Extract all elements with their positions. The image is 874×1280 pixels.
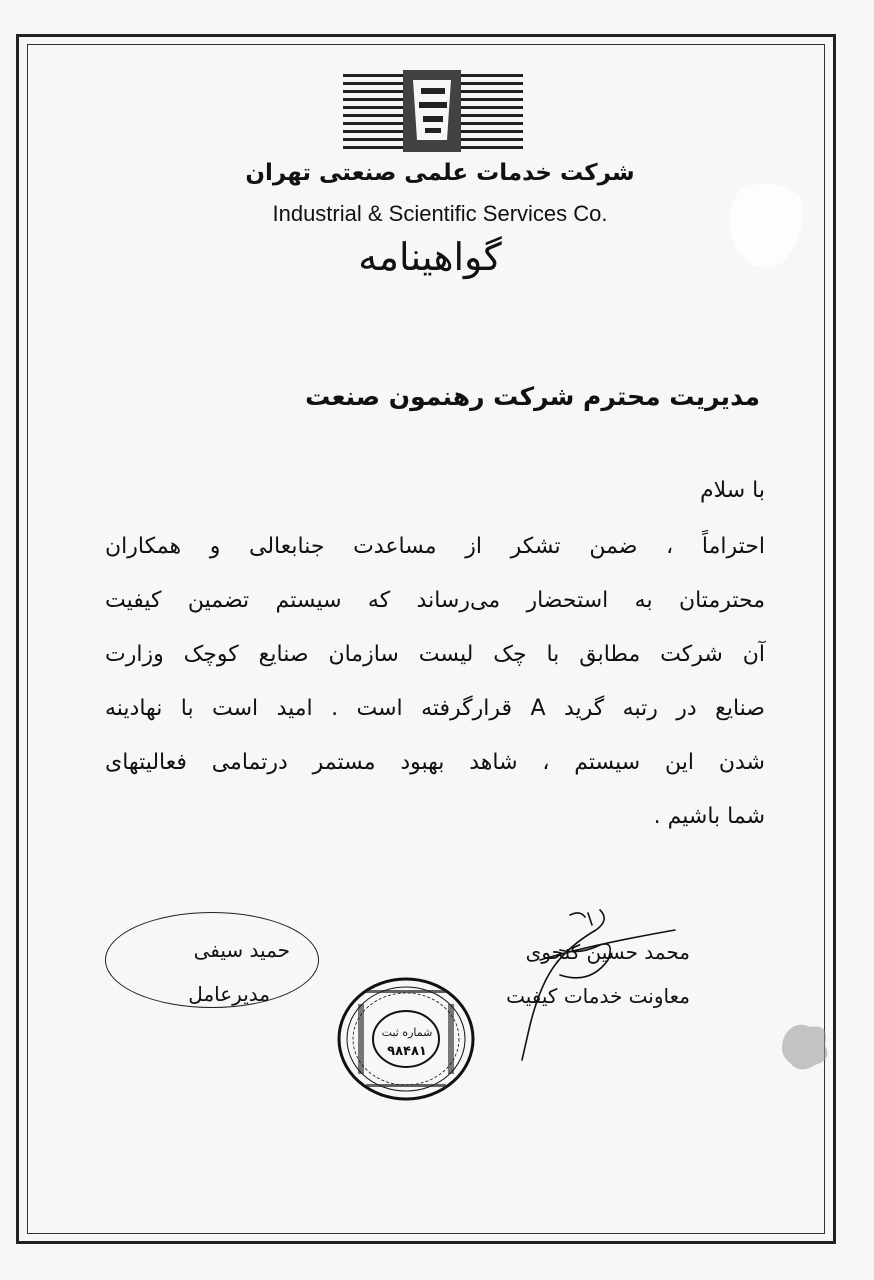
company-name-english: Industrial & Scientific Services Co. — [272, 201, 608, 226]
body-line: شدن این سیستم ، شاهد بهبود مستمر درتمامی فعالیتهای — [105, 750, 765, 775]
paper-stain — [720, 175, 810, 275]
ink-smudge — [775, 1015, 835, 1075]
body-line: آن شرکت مطابق با چک لیست سازمان صنایع کوچک وزارت — [105, 642, 765, 667]
addressee: مدیریت محترم شرکت رهنمون صنعت — [305, 382, 760, 411]
body-line: صنایع در رتبه گرید A قرارگرفته است . امید است با نهادینه — [105, 696, 765, 721]
seal-registration-number: ۹۸۴۸۱ — [387, 1044, 427, 1059]
body-line: شما باشیم . — [653, 804, 765, 829]
handwritten-signature-icon — [500, 905, 680, 1065]
body-line: محترمتان به استحضار می‌رساند که سیستم تضمین کیفیت — [105, 588, 765, 613]
left-signatory-title: مدیرعامل — [188, 982, 270, 1006]
right-signatory-title: معاونت خدمات کیفیت — [506, 984, 690, 1008]
body-line: احتراماً ، ضمن تشکر از مساعدت جنابعالی و همکاران — [105, 534, 765, 559]
company-seal-icon — [336, 976, 476, 1102]
seal-registration-label: شماره ثبت — [381, 1026, 433, 1039]
company-name-persian: شرکت خدمات علمی صنعتی تهران — [245, 160, 635, 186]
left-signatory-name: حمید سیفی — [193, 938, 290, 962]
company-logo-icon — [343, 70, 523, 152]
document-title: گواهینامه — [358, 235, 502, 279]
right-signatory-name: محمد حسین کنجوی — [525, 940, 690, 964]
letter-body — [105, 520, 765, 844]
greeting: با سلام — [699, 478, 765, 503]
